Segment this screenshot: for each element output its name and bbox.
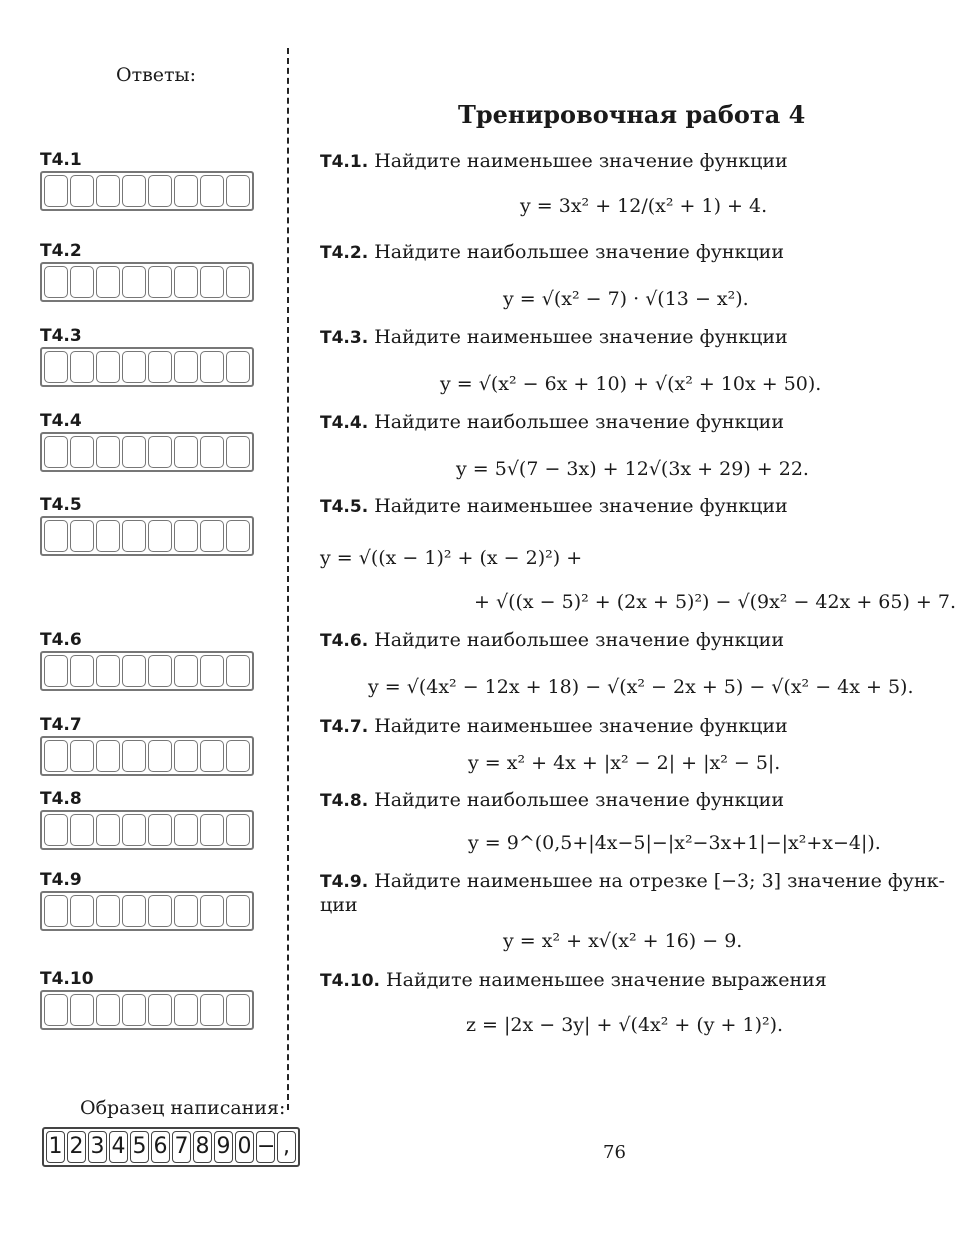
answer-cell[interactable]: [44, 266, 68, 298]
task-formula-line2: + √((x − 5)² + (2x + 5)²) − √(9x² − 42x + 65) + 7.: [474, 591, 957, 613]
task-statement: [320, 325, 788, 350]
answer-cell[interactable]: [70, 895, 94, 927]
answer-cell[interactable]: [122, 175, 146, 207]
answer-cell[interactable]: [174, 655, 198, 687]
answer-cell[interactable]: [200, 175, 224, 207]
task-formula-line1: y = √((x − 1)² + (x − 2)²) +: [320, 547, 583, 569]
task-statement: [320, 240, 784, 265]
task-statement: [320, 149, 788, 174]
answer-cell[interactable]: [96, 994, 120, 1026]
task-formula: y = x² + 4x + |x² − 2| + |x² − 5|.: [468, 752, 781, 774]
sample-char: 7: [172, 1131, 191, 1163]
answer-cell[interactable]: [96, 266, 120, 298]
answer-cell[interactable]: [70, 436, 94, 468]
answer-cell[interactable]: [44, 814, 68, 846]
answer-cell[interactable]: [122, 655, 146, 687]
answer-cell[interactable]: [96, 351, 120, 383]
answer-cell[interactable]: [70, 740, 94, 772]
answer-cell[interactable]: [174, 895, 198, 927]
answer-cell[interactable]: [96, 814, 120, 846]
answer-cell[interactable]: [226, 814, 250, 846]
task-text: Найдите наибольшее значение функции: [374, 241, 784, 263]
task-number: T4.2.: [320, 243, 369, 263]
answer-boxes-t4-9[interactable]: [40, 891, 254, 931]
answer-cell[interactable]: [44, 520, 68, 552]
answer-cell[interactable]: [174, 520, 198, 552]
answer-id: T4.10: [40, 969, 94, 989]
answer-cell[interactable]: [148, 895, 172, 927]
answer-cell[interactable]: [70, 814, 94, 846]
answer-cell[interactable]: [174, 175, 198, 207]
sample-char: 9: [214, 1131, 233, 1163]
answer-cell[interactable]: [70, 351, 94, 383]
sample-char: 6: [151, 1131, 170, 1163]
task-number: T4.4.: [320, 413, 369, 433]
page-number: 76: [603, 1142, 626, 1163]
answer-cell[interactable]: [148, 351, 172, 383]
page-title: Тренировочная работа 4: [458, 100, 806, 129]
answer-id: T4.1: [40, 150, 82, 170]
answer-cell[interactable]: [226, 655, 250, 687]
answer-cell[interactable]: [122, 351, 146, 383]
sample-char: 4: [109, 1131, 128, 1163]
sample-char: 1: [46, 1131, 65, 1163]
sample-label: Образец написания:: [80, 1097, 286, 1119]
answer-id: T4.8: [40, 789, 82, 809]
answer-cell[interactable]: [148, 655, 172, 687]
sample-writing: [42, 1127, 300, 1167]
answer-boxes-t4-3[interactable]: [40, 347, 254, 387]
answer-cell[interactable]: [44, 351, 68, 383]
task-formula: y = 9^(0,5+|4x−5|−|x²−3x+1|−|x²+x−4|).: [468, 832, 881, 854]
task-text-continued: ции: [320, 894, 358, 916]
answer-cell[interactable]: [174, 351, 198, 383]
sample-char: ,: [277, 1131, 296, 1163]
task-number: T4.8.: [320, 791, 369, 811]
task-statement: [320, 494, 788, 519]
task-statement: [320, 968, 827, 993]
answer-cell[interactable]: [44, 895, 68, 927]
answer-cell[interactable]: [122, 740, 146, 772]
dashed-divider: [287, 48, 289, 1110]
answer-cell[interactable]: [200, 266, 224, 298]
answer-cell[interactable]: [174, 266, 198, 298]
answer-cell[interactable]: [70, 520, 94, 552]
answer-cell[interactable]: [148, 266, 172, 298]
answer-cell[interactable]: [70, 655, 94, 687]
answer-cell[interactable]: [148, 994, 172, 1026]
answer-cell[interactable]: [148, 740, 172, 772]
task-statement: [320, 628, 784, 653]
answer-cell[interactable]: [122, 895, 146, 927]
answer-cell[interactable]: [96, 740, 120, 772]
answer-cell[interactable]: [70, 175, 94, 207]
sample-char: 8: [193, 1131, 212, 1163]
answer-cell[interactable]: [226, 520, 250, 552]
answer-id: T4.6: [40, 630, 82, 650]
task-number: T4.1.: [320, 152, 369, 172]
answer-cell[interactable]: [148, 814, 172, 846]
answer-cell[interactable]: [96, 655, 120, 687]
answer-cell[interactable]: [174, 436, 198, 468]
answer-cell[interactable]: [226, 895, 250, 927]
answer-cell[interactable]: [226, 994, 250, 1026]
answer-cell[interactable]: [200, 436, 224, 468]
task-number: T4.7.: [320, 717, 369, 737]
task-statement: [320, 869, 945, 894]
task-statement: [320, 714, 788, 739]
answer-cell[interactable]: [122, 520, 146, 552]
task-statement: [320, 788, 784, 813]
task-number: T4.5.: [320, 497, 369, 517]
answer-boxes-t4-2[interactable]: [40, 262, 254, 302]
task-formula: y = √(4x² − 12x + 18) − √(x² − 2x + 5) − √(x² − 4x + 5).: [368, 676, 914, 698]
task-text: Найдите наименьшее значение функции: [374, 150, 788, 172]
sample-char: 2: [67, 1131, 86, 1163]
answer-boxes-t4-4[interactable]: [40, 432, 254, 472]
answer-cell[interactable]: [200, 655, 224, 687]
task-formula: y = 5√(7 − 3x) + 12√(3x + 29) + 22.: [456, 458, 809, 480]
task-text: Найдите наименьшее на отрезке [−3; 3] значение функ-: [374, 870, 945, 892]
answer-cell[interactable]: [96, 520, 120, 552]
task-text: Найдите наибольшее значение функции: [374, 411, 784, 433]
answer-cell[interactable]: [226, 351, 250, 383]
task-number: T4.3.: [320, 328, 369, 348]
answer-cell[interactable]: [174, 814, 198, 846]
answer-cell[interactable]: [226, 175, 250, 207]
answer-cell[interactable]: [44, 655, 68, 687]
answer-cell[interactable]: [226, 740, 250, 772]
answer-cell[interactable]: [122, 266, 146, 298]
answer-boxes-t4-7[interactable]: [40, 736, 254, 776]
answer-cell[interactable]: [70, 266, 94, 298]
task-number: T4.9.: [320, 872, 369, 892]
task-number: T4.6.: [320, 631, 369, 651]
answer-cell[interactable]: [44, 436, 68, 468]
task-statement: [320, 410, 784, 435]
task-number: T4.10.: [320, 971, 380, 991]
sample-char: −: [256, 1131, 275, 1163]
answer-id: T4.3: [40, 326, 82, 346]
answer-boxes-t4-10[interactable]: [40, 990, 254, 1030]
answer-cell[interactable]: [70, 994, 94, 1026]
answer-cell[interactable]: [200, 740, 224, 772]
answer-cell[interactable]: [174, 994, 198, 1026]
task-text: Найдите наибольшее значение функции: [374, 629, 784, 651]
task-formula: y = 3x² + 12/(x² + 1) + 4.: [520, 195, 768, 217]
answer-cell[interactable]: [148, 436, 172, 468]
answer-cell[interactable]: [148, 520, 172, 552]
answer-cell[interactable]: [200, 351, 224, 383]
task-text: Найдите наименьшее значение выражения: [386, 969, 827, 991]
answer-boxes-t4-8[interactable]: [40, 810, 254, 850]
task-formula: y = x² + x√(x² + 16) − 9.: [503, 930, 743, 952]
answer-cell[interactable]: [122, 814, 146, 846]
answer-id: T4.9: [40, 870, 82, 890]
answer-id: T4.4: [40, 411, 82, 431]
task-formula: z = |2x − 3y| + √(4x² + (y + 1)²).: [466, 1014, 784, 1036]
task-text: Найдите наименьшее значение функции: [374, 715, 788, 737]
task-text: Найдите наименьшее значение функции: [374, 495, 788, 517]
answer-id: T4.7: [40, 715, 82, 735]
answer-cell[interactable]: [200, 814, 224, 846]
answer-cell[interactable]: [200, 994, 224, 1026]
answer-cell[interactable]: [148, 175, 172, 207]
answer-cell[interactable]: [200, 520, 224, 552]
answer-boxes-t4-6[interactable]: [40, 651, 254, 691]
answer-cell[interactable]: [200, 895, 224, 927]
answer-cell[interactable]: [96, 895, 120, 927]
answer-cell[interactable]: [226, 436, 250, 468]
answer-cell[interactable]: [226, 266, 250, 298]
task-text: Найдите наибольшее значение функции: [374, 789, 784, 811]
answer-cell[interactable]: [96, 436, 120, 468]
answers-label: Ответы:: [116, 64, 197, 86]
answer-id: T4.2: [40, 241, 82, 261]
task-formula: y = √(x² − 6x + 10) + √(x² + 10x + 50).: [440, 373, 822, 395]
answer-boxes-t4-5[interactable]: [40, 516, 254, 556]
task-text: Найдите наименьшее значение функции: [374, 326, 788, 348]
answer-cell[interactable]: [44, 994, 68, 1026]
answer-boxes-t4-1[interactable]: [40, 171, 254, 211]
sample-char: 3: [88, 1131, 107, 1163]
sample-char: 5: [130, 1131, 149, 1163]
answer-cell[interactable]: [44, 175, 68, 207]
sample-char: 0: [235, 1131, 254, 1163]
answer-cell[interactable]: [122, 994, 146, 1026]
answer-cell[interactable]: [174, 740, 198, 772]
answer-cell[interactable]: [96, 175, 120, 207]
answer-id: T4.5: [40, 495, 82, 515]
answer-cell[interactable]: [122, 436, 146, 468]
task-formula: y = √(x² − 7) · √(13 − x²).: [503, 288, 749, 310]
answer-cell[interactable]: [44, 740, 68, 772]
